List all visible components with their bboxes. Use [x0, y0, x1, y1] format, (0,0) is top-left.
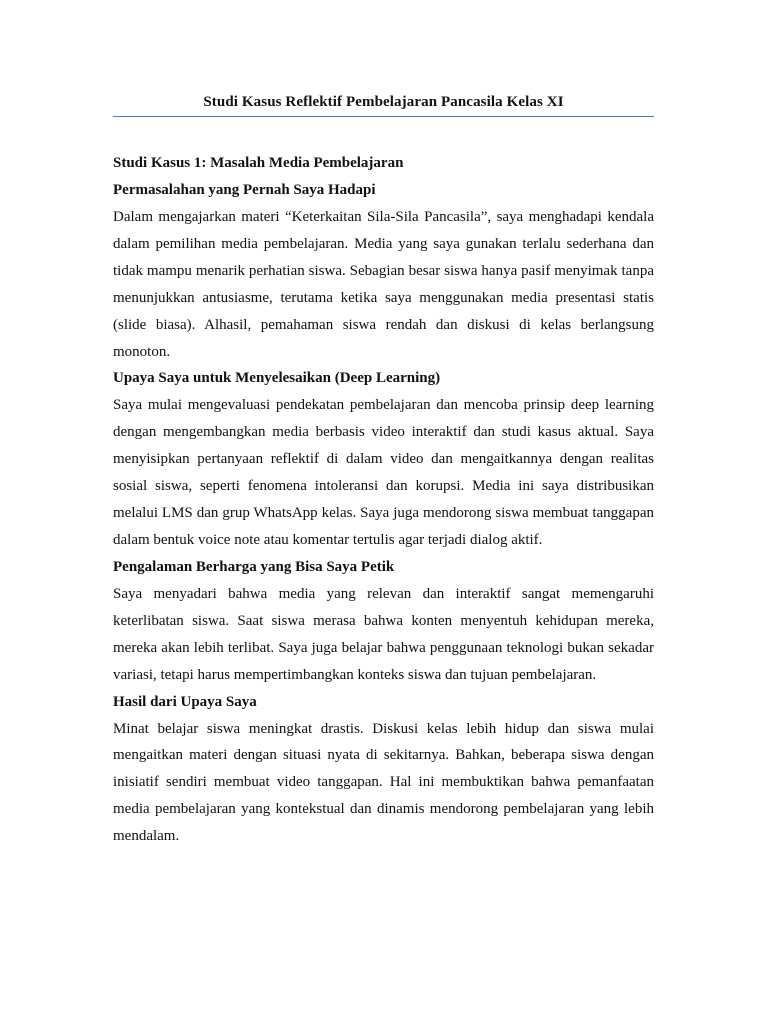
- section-heading-results: Hasil dari Upaya Saya: [113, 693, 257, 710]
- section-body-lessons: Saya menyadari bahwa media yang relevan dan interaktif sangat memengaruhi keterlibatan siswa. Saat siswa merasa bahwa konten menyentuh kehidupan mereka, mereka akan lebih terlibat. Saya juga belajar bahwa penggunaan teknologi bukan sekadar variasi, tetapi harus mempertimbangkan konteks siswa dan tujuan pembelajaran.: [113, 585, 654, 683]
- section-heading-effort: Upaya Saya untuk Menyelesaikan (Deep Learning): [113, 370, 441, 387]
- section-body-effort: Saya mulai mengevaluasi pendekatan pembelajaran dan mencoba prinsip deep learning dengan mengembangkan media berbasis video interaktif dan studi kasus aktual. Saya menyisipkan pertanyaan reflektif di dalam video dan mengaitkannya dengan realitas sosial siswa, seperti fenomena intoleransi dan korupsi. Media ini saya distribusikan melalui LMS dan grup WhatsApp kelas. Saya juga mendorong siswa membuat tanggapan dalam bentuk voice note atau komentar tertulis agar terjadi dialog aktif.: [113, 397, 654, 548]
- section-heading-problem: Permasalahan yang Pernah Saya Hadapi: [113, 182, 376, 198]
- section-body-results: Minat belajar siswa meningkat drastis. Diskusi kelas lebih hidup dan siswa mulai mengaitkan materi dengan situasi nyata di sekitarnya. Bahkan, beberapa siswa dengan inisiatif sendiri membuat video tanggapan. Hal ini membuktikan bahwa pemanfaatan media pembelajaran yang kontekstual dan dinamis mendorong pembelajaran yang lebih mendalam.: [113, 720, 654, 845]
- section-body-problem: Dalam mengajarkan materi “Keterkaitan Sila-Sila Pancasila”, saya menghadapi kendala dalam pemilihan media pembelajaran. Media yang saya gunakan terlalu sederhana dan tidak mampu menarik perhatian siswa. Sebagian besar siswa hanya pasif menyimak tanpa menunjukkan antusiasme, terutama ketika saya menggunakan media presentasi statis (slide biasa). Alhasil, pemahaman siswa rendah dan diskusi di kelas berlangsung monoton.: [113, 209, 654, 360]
- document-title: Studi Kasus Reflektif Pembelajaran Pancasila Kelas XI: [203, 94, 564, 110]
- title-underline: [113, 116, 654, 117]
- document-body: [113, 150, 654, 850]
- case-title: Studi Kasus 1: Masalah Media Pembelajaran: [113, 155, 404, 171]
- section-heading-lessons: Pengalaman Berharga yang Bisa Saya Petik: [113, 558, 395, 575]
